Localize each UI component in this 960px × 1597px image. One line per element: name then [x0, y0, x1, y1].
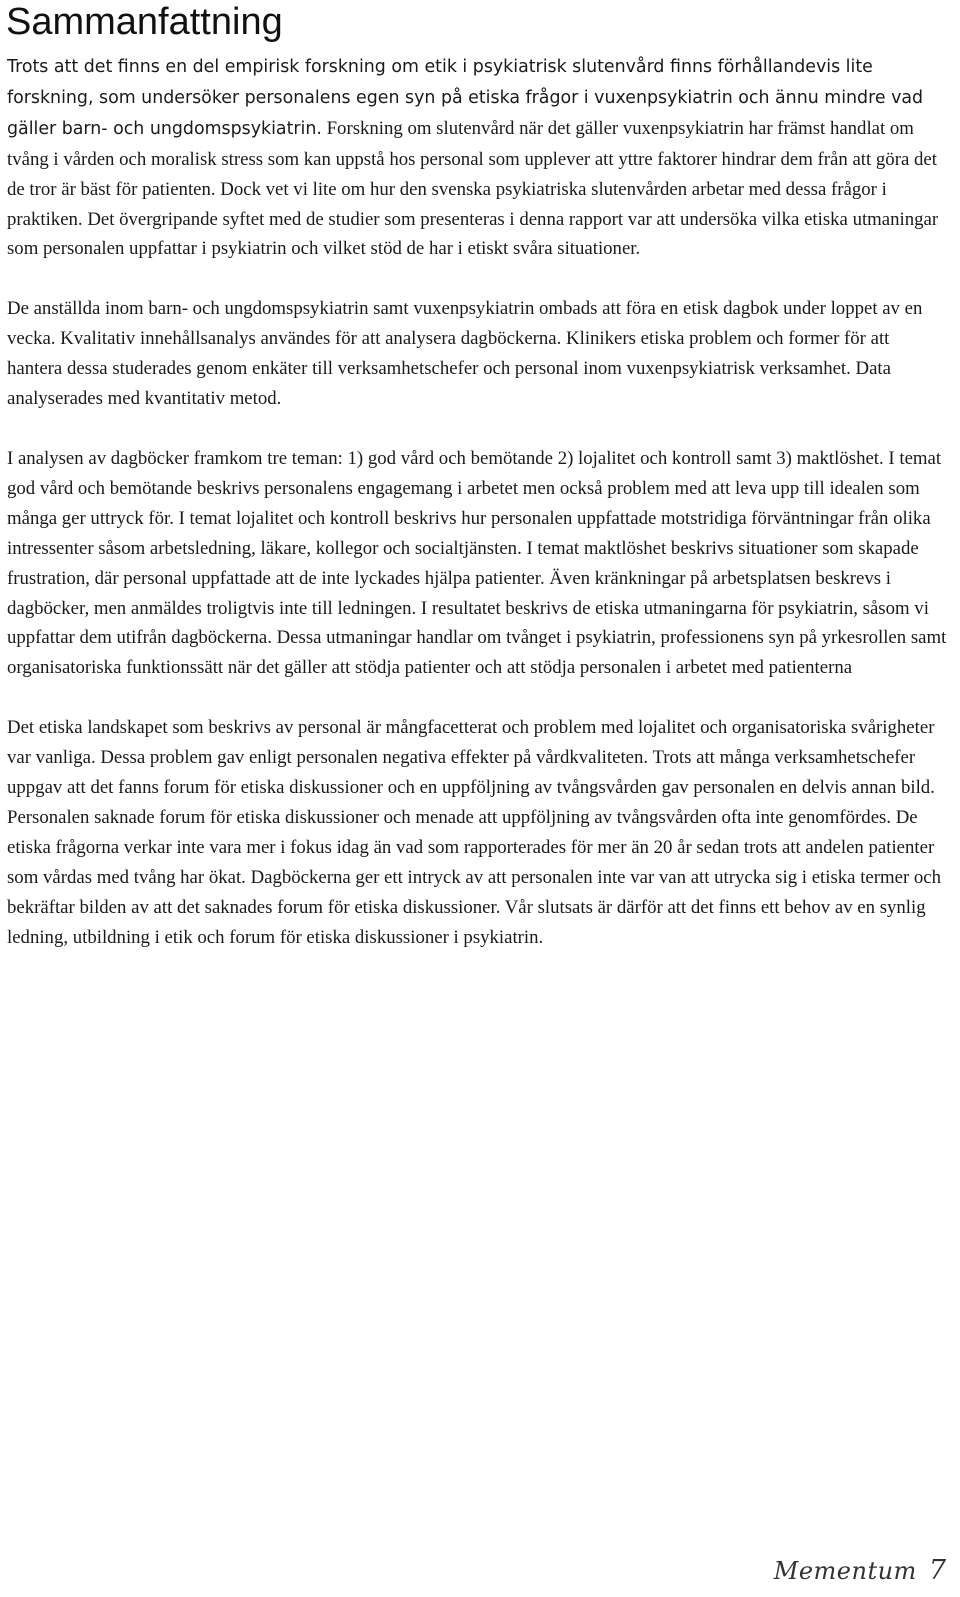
paragraph-1-sans-part: Trots att det finns en del empirisk forskning om etik i psykiatrisk slutenvård finns förhållandevis lite forskning, som undersöker personalens egen syn på etiska frågor i vuxenpsykiatrin och ännu mindre vad gäller barn- och ungdomspsykiatrin.: [7, 57, 924, 139]
paragraph-4: [7, 713, 947, 952]
journal-name: Mementum: [773, 1557, 917, 1585]
paragraph-3-text: I analysen av dagböcker framkom tre teman: 1) god vård och bemötande 2) lojalitet och kontroll samt 3) maktlöshet. I temat god vård och bemötande beskrivs personalens engagemang i arbetet men också problem med att leva upp till idealen som många ger uttryck för. I temat lojalitet och kontroll beskrivs hur personalen uppfattade motstridiga förväntningar från olika intressenter såsom arbetsledning, läkare, kollegor och socialtjänsten. I temat maktlöshet beskrivs situationer som skapade frustration, där personal uppfattade att de inte lyckades hjälpa patienter. Även kränkningar på arbetsplatsen beskrevs i dagböcker, men anmäldes troligtvis inte till ledningen. I resultatet beskrivs de etiska utmaningarna för psykiatrin, såsom vi uppfattar dem utifrån dagböckerna. Dessa utmaningar handlar om tvånget i psykiatrin, professionens syn på yrkesrollen samt organisatoriska funktionssätt när det gäller att stödja patienter och att stödja personalen i arbetet med patienterna: [7, 447, 947, 679]
paragraph-1: [7, 52, 947, 264]
paragraph-2-text: De anställda inom barn- och ungdomspsykiatrin samt vuxenpsykiatrin ombads att föra en etisk dagbok under loppet av en vecka. Kvalitativ innehållsanalys användes för att analysera dagböckerna. Klinikers etiska problem och former för att hantera dessa studerades genom enkäter till verksamhetschefer och personal inom vuxenpsykiatrisk verksamhet. Data analyserades med kvantitativ metod.: [7, 298, 923, 410]
paragraph-4-text: Det etiska landskapet som beskrivs av personal är mångfacetterat och problem med lojalitet och organisatoriska svårigheter var vanliga. Dessa problem gav enligt personalen negativa effekter på vårdkvaliteten. Trots att många verksamhetschefer uppgav att det fanns forum för etiska diskussioner och en uppföljning av tvångsvården gav personalen en delvis annan bild. Personalen saknade forum för etiska diskussioner och menade att uppföljning av tvångsvården ofta inte genomfördes. De etiska frågorna verkar inte vara mer i fokus idag än vad som rapporterades för mer än 20 år sedan trots att andelen patienter som vårdas med tvång har ökat. Dagböckerna ger ett intryck av att personalen inte var van att utrycka sig i etiska termer och bekräftar bilden av att det saknades forum för etiska diskussioner. Vår slutsats är därför att det finns ett behov av en synlig ledning, utbildning i etik och forum för etiska diskussioner i psykiatrin.: [7, 717, 942, 948]
page-title: Sammanfattning: [6, 1, 283, 43]
paragraph-2: [7, 294, 947, 414]
paragraph-1-serif-part: Forskning om slutenvård när det gäller vuxenpsykiatrin har främst handlat om tvång i vården och moralisk stress som kan uppstå hos personal som upplever att yttre faktorer hindrar dem från att göra det de tror är bäst för patienten. Dock vet vi lite om hur den svenska psykiatriska slutenvården arbetar med dessa frågor i praktiken. Det övergripande syftet med de studier som presenteras i denna rapport var att undersöka vilka etiska utmaningar som personalen uppfattar i psykiatrin och vilket stöd de har i etiskt svåra situationer.: [7, 117, 939, 260]
summary-body: [7, 52, 947, 982]
paragraph-3: [7, 444, 947, 683]
page-number: 7: [928, 1555, 946, 1586]
page-footer: [774, 1555, 946, 1586]
